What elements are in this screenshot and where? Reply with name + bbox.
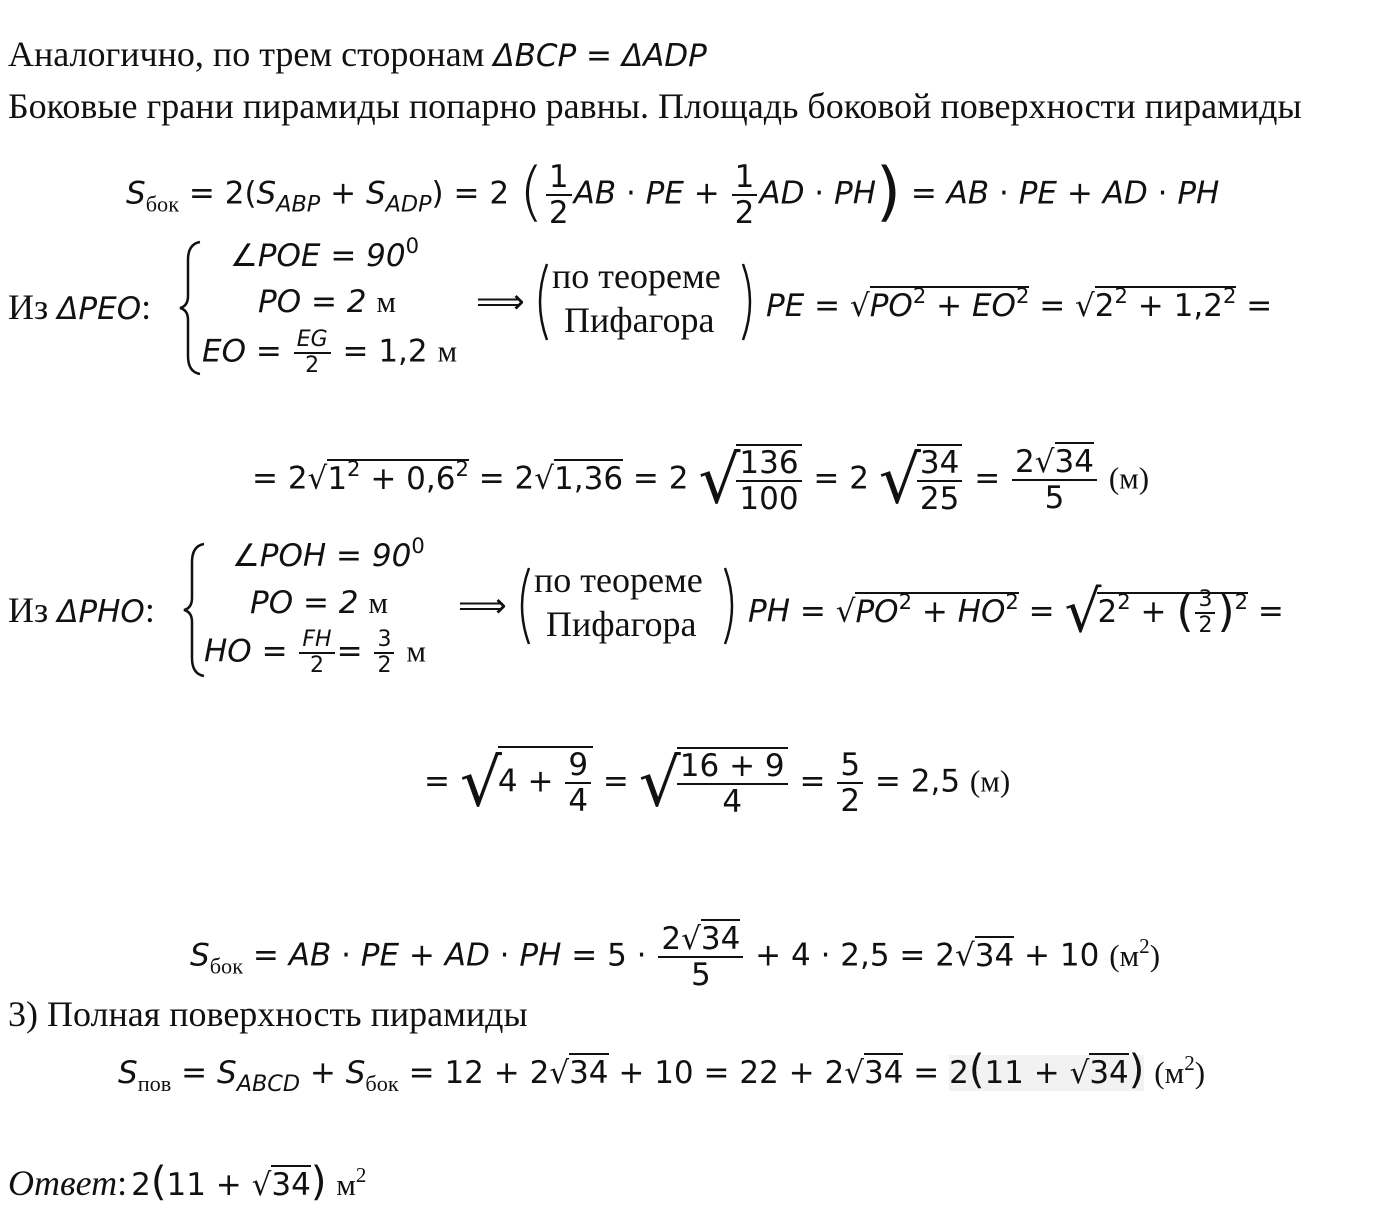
full-surface-heading: 3) Полная поверхность пирамиды xyxy=(8,994,528,1034)
answer-line: Ответ: 2(11 + √34) $м^2$ xyxy=(8,1159,367,1205)
intro-line xyxy=(8,34,707,76)
pho-po: PO = 2 м xyxy=(250,585,388,621)
theorem-line-1: по теореме xyxy=(534,560,703,600)
peo-label: Из ΔPEO: xyxy=(8,287,152,327)
pho-ho: HO = $\frac{FH}{2}$ = $\frac{3}{2}$ м xyxy=(204,627,426,679)
lateral-area-formula: $S_{бок} = 2(S_{ABP} + S_{ADP}) = 2$ ( $\frac{1}{2}$ AB · PE + $\frac{1}{2}$ AD · PH) = AB · PE + AD · PH xyxy=(126,155,1220,232)
pho-label: Из ΔPHO: xyxy=(8,590,155,630)
answer-label: Ответ xyxy=(8,1163,118,1203)
left-paren-icon xyxy=(512,566,532,646)
theorem-line-1: по теореме xyxy=(552,256,721,296)
answer-value: 2(11 + √34) $м^2$ xyxy=(131,1159,367,1205)
intro-text: Аналогично, по трем сторонам xyxy=(8,34,494,74)
lateral-faces-sentence: Боковые грани пирамиды попарно равны. Площадь боковой поверхности пирамиды xyxy=(8,86,1302,126)
theorem-line-2: Пифагора xyxy=(546,604,697,644)
peo-angle: ∠POE = $90^0$ xyxy=(230,232,420,274)
lateral-area-value: $S_{бок}$ = AB · PE + AD · PH = 5 · $\frac{2√34}{5}$ + 4 · 2,5 = 2√34 + 10 $(м^2)$ xyxy=(190,921,1161,994)
theorem-line-2: Пифагора xyxy=(564,300,715,340)
total-area-formula: $S_{пов} = S_{ABCD} + S_{бок} = 12 + 2√34 + 10 = 22 + 2√34 = 2(11 + √34)$ $(м^2)$ xyxy=(118,1047,1206,1097)
pe-continuation: = $2√1^2 + 0,6^2 = 2√1,36 = 2$ √ $\frac{136}{100}$ = 2 √ $\frac{34}{25}$ = $\frac{2√34}{5}$ (м) xyxy=(252,441,1150,519)
pho-angle: ∠POH = $90^0$ xyxy=(232,532,425,574)
peo-po: PO = 2 м xyxy=(258,284,396,320)
intro-equality: ΔBCP = ΔADP xyxy=(493,38,707,74)
pe-result: PE = $√PO^2 + EO^2 = √2^2 + 1,2^2$ = xyxy=(766,282,1273,324)
implies-icon: ⟹ xyxy=(458,586,507,626)
implies-icon: ⟹ xyxy=(476,282,525,322)
right-paren-icon xyxy=(722,566,742,646)
left-brace-icon xyxy=(178,240,204,376)
right-paren-icon xyxy=(740,262,760,342)
ph-continuation: = √4 + $\frac{9}{4}$ = √ $\frac{16 + 9}{4}$ = $\frac{5}{2}$ = 2,5 (м) xyxy=(424,744,1011,822)
left-paren-icon xyxy=(530,262,550,342)
peo-eo: EO = $\frac{EG}{2}$ = 1,2 м xyxy=(202,327,458,379)
ph-result: PH = $√PO^2 + HO^2 = √2^2$ + ( $\frac{3}{2}$ )$^2$ = xyxy=(748,577,1284,646)
